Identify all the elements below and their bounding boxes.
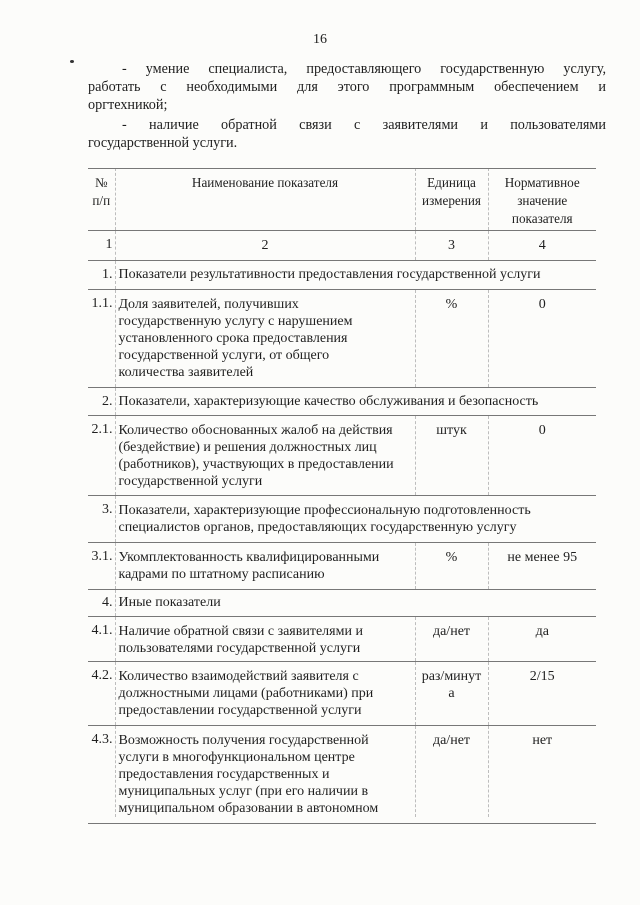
name-line: муниципальном образовании в автономном [118, 800, 379, 816]
row-num: 4.3. [88, 725, 115, 817]
row-norm: 2/15 [488, 661, 596, 725]
row-num: 4. [88, 589, 115, 616]
name-line: должностными лицами (работниками) при [118, 685, 374, 701]
text-line: работать с необходимыми для этого программным обеспечением и [88, 79, 606, 95]
row-norm: 0 [488, 289, 596, 387]
row-name [115, 415, 415, 495]
table-row [88, 661, 596, 725]
section-title: Иные показатели [115, 589, 596, 616]
header-unit: Единица измерения [415, 168, 488, 230]
row-unit [415, 661, 488, 725]
table-row [88, 289, 596, 387]
intro-item-1 [88, 60, 606, 114]
table-row [88, 616, 596, 661]
table-row [88, 589, 596, 616]
name-line: муниципальных услуг (при его наличии в [118, 783, 369, 799]
intro-item-2 [88, 116, 606, 152]
row-num: 4.2. [88, 661, 115, 725]
name-line: предоставлении государственной услуги [118, 702, 362, 718]
text-line: - наличие обратной связи с заявителями и пользователями [122, 117, 606, 133]
row-name [115, 542, 415, 589]
name-line: государственной услуги, от общего [118, 347, 330, 363]
text-line: государственной услуги. [88, 135, 238, 151]
col-number: 2 [115, 230, 415, 260]
table-row [88, 260, 596, 289]
text-line: оргтехникой; [88, 97, 168, 113]
unit-line: раз/минут [421, 668, 482, 684]
row-unit: да/нет [415, 616, 488, 661]
row-unit: да/нет [415, 725, 488, 817]
row-num: 3.1. [88, 542, 115, 589]
section-title: Показатели, характеризующие качество обслуживания и безопасность [115, 387, 596, 415]
name-line: Укомплектованность квалифицированными [118, 549, 380, 565]
col-number: 4 [488, 230, 596, 260]
row-norm: нет [532, 732, 553, 748]
name-line: Возможность получения государственной [118, 732, 369, 748]
page-number: 16 [313, 32, 327, 47]
section-title [115, 495, 596, 542]
row-num: 2. [88, 387, 115, 415]
table-row [88, 495, 596, 542]
unit-line: а [448, 685, 455, 701]
row-num: 1.1. [88, 289, 115, 387]
indicators-table [88, 168, 596, 817]
row-num: 1. [88, 260, 115, 289]
name-line: Количество обоснованных жалоб на действия [118, 422, 393, 438]
name-line: (бездействие) и решения должностных лиц [118, 439, 377, 455]
scan-dot [70, 60, 74, 63]
section-title: Показатели результативности предоставления государственной услуги [115, 260, 596, 289]
header-num: № п/п [88, 168, 115, 230]
col-number: 3 [415, 230, 488, 260]
row-norm: да [488, 616, 596, 661]
name-line: услуги в многофункциональном центре [118, 749, 355, 765]
name-line: Наличие обратной связи с заявителями и [118, 623, 363, 639]
header-name: Наименование показателя [115, 168, 415, 230]
row-num: 4.1. [88, 616, 115, 661]
name-line: предоставления государственных и [118, 766, 330, 782]
name-line: государственной услуги [118, 473, 263, 489]
row-name [115, 289, 415, 387]
col-number: 1 [88, 230, 115, 260]
row-num: 2.1. [88, 415, 115, 495]
name-line: кадрами по штатному расписанию [118, 566, 325, 582]
table-row [88, 387, 596, 415]
header-norm: Нормативное значение показателя [488, 168, 596, 230]
table-row [88, 415, 596, 495]
table-row [88, 542, 596, 589]
name-line: установленного срока предоставления [118, 330, 348, 346]
row-name [115, 661, 415, 725]
text-line: - умение специалиста, предоставляющего государственную услугу, [122, 61, 606, 77]
row-norm: 0 [488, 415, 596, 495]
row-name [115, 725, 415, 817]
row-unit: % [415, 289, 488, 387]
row-unit: штук [415, 415, 488, 495]
row-unit: % [415, 542, 488, 589]
name-line: специалистов органов, предоставляющих государственную услугу [118, 519, 517, 535]
name-line: Показатели, характеризующие профессиональную подготовленность [118, 502, 531, 518]
name-line: Доля заявителей, получивших [118, 296, 299, 312]
row-norm: не менее 95 [488, 542, 596, 589]
row-name [115, 616, 415, 661]
row-num: 3. [88, 495, 115, 542]
name-line: пользователями государственной услуги [118, 640, 361, 656]
table-row [88, 725, 596, 817]
name-line: государственную услугу с нарушением [118, 313, 353, 329]
name-line: Количество взаимодействий заявителя с [118, 668, 359, 684]
name-line: (работников), участвующих в предоставлении [118, 456, 394, 472]
name-line: количества заявителей [118, 364, 254, 380]
